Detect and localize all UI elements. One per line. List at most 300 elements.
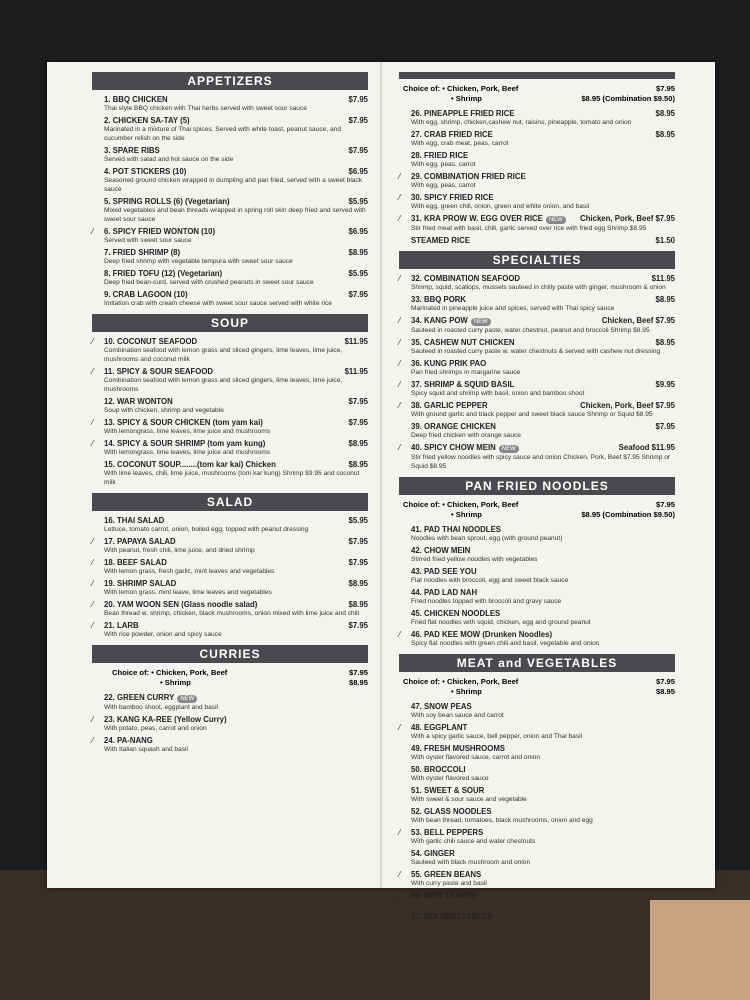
menu-item-description: Fried noodles topped with broccoli and gravy sauce — [411, 598, 562, 605]
menu-item-row — [411, 588, 675, 597]
menu-item-row — [104, 460, 368, 469]
menu-item-row — [411, 630, 675, 639]
menu-item-description: With oyster flavored sauce — [411, 775, 489, 782]
menu-item-title — [104, 516, 164, 525]
spicy-icon: ⁄ — [399, 316, 401, 325]
menu-item-title — [411, 443, 519, 453]
menu-item — [399, 380, 675, 398]
menu-item-row — [411, 870, 675, 879]
menu-item-price: $8.95 — [655, 295, 675, 304]
choice-price: $7.95 — [655, 500, 675, 509]
menu-item-title — [104, 460, 276, 469]
choice-sub: • Shrimp — [160, 678, 191, 687]
menu-item-name: 48. EGGPLANT — [411, 723, 468, 732]
menu-item-name: 46. PAD KEE MOW (Drunken Noodles) — [411, 630, 553, 639]
menu-item-name: 38. GARLIC PEPPER — [411, 401, 488, 410]
menu-item — [399, 891, 675, 909]
menu-item-name: 6. SPICY FRIED WONTON (10) — [104, 227, 216, 236]
menu-item-title — [104, 693, 197, 703]
menu-item-row — [411, 236, 675, 245]
menu-item-name: 20. YAM WOON SEN (Glass noodle salad) — [104, 600, 258, 609]
menu-item — [399, 525, 675, 543]
menu-item — [92, 558, 368, 576]
menu-item-description: With potato, peas, carrot and onion — [104, 725, 207, 732]
menu-item-row — [411, 828, 675, 837]
menu-item — [399, 236, 675, 245]
menu-item-name: 50. BROCCOLI — [411, 765, 466, 774]
menu-item-price: $7.95 — [655, 422, 675, 431]
menu-item-price: $7.95 — [348, 146, 368, 155]
menu-item — [399, 109, 675, 127]
menu-item — [399, 295, 675, 313]
menu-item-row — [411, 546, 675, 555]
soup-list — [92, 337, 368, 487]
menu-item — [399, 786, 675, 804]
rice-list — [399, 109, 675, 245]
menu-item-name: 17. PAPAYA SALAD — [104, 537, 176, 546]
menu-item-name: 26. PINEAPPLE FRIED RICE — [411, 109, 515, 118]
menu-item-name: 22. GREEN CURRY — [104, 693, 175, 702]
menu-item-title — [411, 546, 470, 555]
menu-item-title — [411, 214, 566, 224]
menu-item-description: Stirred fried yellow noodles with vegetables — [411, 556, 538, 563]
menu-item-name: 11. SPICY & SOUR SEAFOOD — [104, 367, 214, 376]
menu-item-price: $5.95 — [348, 269, 368, 278]
menu-item-title — [411, 609, 500, 618]
menu-item — [92, 736, 368, 754]
choice-price: $7.95 — [655, 84, 675, 93]
menu-item — [92, 367, 368, 394]
menu-item-title — [104, 269, 222, 278]
menu-item — [92, 516, 368, 534]
menu-item-row — [411, 401, 675, 410]
meat-list — [399, 702, 675, 930]
menu-item-description: Sauteed with black mushroom and onion — [411, 859, 531, 866]
menu-item — [399, 151, 675, 169]
menu-item — [92, 248, 368, 266]
menu-item-name: 16. THAI SALAD — [104, 516, 165, 525]
menu-item-title — [104, 227, 215, 236]
spicy-icon: ⁄ — [399, 172, 401, 181]
menu-item-price: $7.95 — [348, 621, 368, 630]
meat-choice — [403, 677, 675, 697]
menu-item — [399, 274, 675, 292]
menu-item-name: 40. SPICY CHOW MEIN — [411, 443, 496, 452]
menu-item-description: Spicy squid and shrimp with basil, onion and bamboo shoot — [411, 390, 585, 397]
menu-item-row — [411, 316, 675, 326]
menu-item-title — [411, 338, 515, 347]
section-header-noodles: PAN FRIED NOODLES — [399, 477, 675, 495]
menu-item — [399, 401, 675, 419]
menu-item-row — [411, 443, 675, 453]
appetizers-list — [92, 95, 368, 308]
menu-item-row — [104, 146, 368, 155]
menu-item-title — [104, 537, 176, 546]
menu-item-title — [104, 439, 265, 448]
menu-item-title — [104, 95, 168, 104]
spicy-icon: ⁄ — [92, 579, 94, 588]
menu-item-title — [411, 172, 526, 181]
menu-item — [399, 630, 675, 648]
menu-item-price: $8.95 — [655, 109, 675, 118]
spicy-icon: ⁄ — [399, 338, 401, 347]
menu-item-row — [104, 269, 368, 278]
menu-item-row — [411, 609, 675, 618]
menu-item-name: 27. CRAB FRIED RICE — [411, 130, 493, 139]
menu-item — [399, 130, 675, 148]
menu-item-title — [104, 367, 213, 376]
menu-item-row — [411, 702, 675, 711]
menu-item-description: Stir fried meat with basil, chili, garlic served over rice with fried egg Shrimp $8.95 — [411, 225, 647, 232]
menu-item-title — [411, 807, 492, 816]
menu-item-description: With sweet & sour sauce and vegetable — [411, 796, 527, 803]
menu-item-row — [104, 397, 368, 406]
menu-item-description: With egg, peas, carrot — [411, 161, 476, 168]
menu-item-description: With lime leaves, chili, lime juice, mushrooms (tom kar kung) Shrimp $9.95 and coconut milk — [104, 470, 360, 486]
rice-choice — [403, 84, 675, 104]
menu-item-title — [104, 418, 263, 427]
menu-item-row — [411, 744, 675, 753]
menu-item-name: 35. CASHEW NUT CHICKEN — [411, 338, 515, 347]
choice-sub: • Shrimp — [451, 94, 482, 103]
menu-item-price: $9.95 — [655, 380, 675, 389]
menu-item-row — [104, 439, 368, 448]
section-header-soup: SOUP — [92, 314, 368, 332]
menu-item-row — [411, 274, 675, 283]
menu-item-description: With ground garlic and black pepper and sweet black sauce Shrimp or Squid $8.95 — [411, 411, 653, 418]
menu-item-title — [104, 736, 153, 745]
menu-item-row — [104, 693, 368, 703]
menu-item-title — [411, 193, 494, 202]
menu-item-title — [411, 723, 467, 732]
spicy-icon: ⁄ — [399, 443, 401, 452]
menu-item — [92, 397, 368, 415]
menu-item-name: 53. BELL PEPPERS — [411, 828, 484, 837]
section-header-curries: CURRIES — [92, 645, 368, 663]
section-header-appetizers: APPETIZERS — [92, 72, 368, 90]
menu-item — [92, 600, 368, 618]
menu-item — [92, 290, 368, 308]
menu-item-title — [104, 167, 186, 176]
choice-label: Choice of: • Chicken, Pork, Beef — [403, 84, 519, 93]
menu-item-name: 19. SHRIMP SALAD — [104, 579, 177, 588]
menu-item-description: Mixed vegetables and bean threads wrapped in spring roll skin deep fried and served with sweet sour sauce — [104, 207, 366, 223]
left-column — [92, 72, 368, 757]
menu-item — [399, 316, 675, 335]
menu-item-title — [411, 786, 484, 795]
menu-item-name: 32. COMBINATION SEAFOOD — [411, 274, 521, 283]
menu-item-title — [411, 109, 515, 118]
menu-item-description: With egg, peas, carrot — [411, 182, 476, 189]
spicy-icon: ⁄ — [399, 274, 401, 283]
menu-item-row — [411, 786, 675, 795]
spicy-icon: ⁄ — [92, 537, 94, 546]
menu-item — [399, 828, 675, 846]
menu-item — [92, 579, 368, 597]
section-header-meat: MEAT and VEGETABLES — [399, 654, 675, 672]
menu-item-title — [411, 422, 496, 431]
noodles-choice — [403, 500, 675, 520]
spicy-icon: ⁄ — [399, 828, 401, 837]
menu-item-description: Pan fried shrimps in margarine sauce — [411, 369, 521, 376]
new-badge: NEW — [499, 445, 519, 453]
menu-item-title — [411, 702, 472, 711]
menu-item-row — [104, 197, 368, 206]
menu-item-title — [104, 397, 173, 406]
menu-item-price: $1.50 — [655, 236, 675, 245]
menu-item-price: $8.95 — [348, 248, 368, 257]
menu-item-name: 31. KRA PROW W. EGG OVER RICE — [411, 214, 543, 223]
curries-list — [92, 693, 368, 754]
menu-item-name: 2. CHICKEN SA-TAY (5) — [104, 116, 190, 125]
menu-item-name: 49. FRESH MUSHROOMS — [411, 744, 506, 753]
menu-item-row — [411, 765, 675, 774]
menu-item-title — [104, 290, 188, 299]
menu-item-row — [104, 227, 368, 236]
choice-sub: • Shrimp — [451, 687, 482, 696]
menu-item-price: Chicken, Pork, Beef $7.95 — [580, 214, 675, 223]
menu-item — [399, 723, 675, 741]
menu-item-name: 28. FRIED RICE — [411, 151, 469, 160]
fold-line — [380, 62, 382, 888]
menu-item-row — [411, 151, 675, 160]
menu-item-description: With curry paste and basil — [411, 880, 487, 887]
menu-item-price: $5.95 — [348, 197, 368, 206]
menu-item-title — [411, 744, 505, 753]
menu-item-price: $7.95 — [348, 290, 368, 299]
menu-item-description: Deep fried chicken with orange sauce — [411, 432, 521, 439]
menu-item-description: With peanut, fresh chili, lime juice, and dried shrimp — [104, 547, 255, 554]
menu-item-row — [104, 537, 368, 546]
menu-item-price: Chicken, Pork, Beef $7.95 — [580, 401, 675, 410]
menu-item — [92, 269, 368, 287]
menu-item-title — [411, 849, 455, 858]
menu-item-row — [104, 290, 368, 299]
menu-item-row — [411, 359, 675, 368]
menu-item-title — [411, 236, 470, 245]
spicy-icon: ⁄ — [92, 558, 94, 567]
menu-item-price: $7.95 — [348, 397, 368, 406]
menu-item-description: Served with sweet sour sauce — [104, 237, 192, 244]
menu-item-description: With lemongrass, lime leaves, lime juice and mushrooms — [104, 428, 271, 435]
spicy-icon: ⁄ — [399, 401, 401, 410]
menu-item-title — [411, 630, 552, 639]
menu-item-description: Stir fried mixed vegetables with oyster sauce — [411, 922, 542, 929]
menu-item-name: 54. GINGER — [411, 849, 455, 858]
new-badge: NEW — [546, 216, 566, 224]
menu-item — [399, 359, 675, 377]
menu-item — [399, 609, 675, 627]
menu-item-description: Fried flat noodles with squid, chicken, egg and ground peanut — [411, 619, 591, 626]
menu-item-name: 24. PA-NANG — [104, 736, 153, 745]
menu-item-price: $8.95 — [655, 338, 675, 347]
spicy-icon: ⁄ — [399, 359, 401, 368]
menu-item — [399, 807, 675, 825]
menu-item-price: $8.95 — [348, 460, 368, 469]
menu-item-row — [411, 172, 675, 181]
menu-item-description: With oyster flavored sauce, carrot and onion — [411, 754, 541, 761]
menu-item-description: Deep fried bean-curd, served with crushed peanuts in sweet sour sauce — [104, 279, 314, 286]
menu-item — [399, 214, 675, 233]
choice-price: $8.95 (Combination $9.50) — [581, 94, 675, 103]
menu-item-name: 51. SWEET & SOUR — [411, 786, 485, 795]
menu-item-row — [411, 525, 675, 534]
menu-item-row — [411, 295, 675, 304]
menu-item-description: Combination seafood with lemon grass and sliced gingers, lime leaves, lime juice, mushrooms and coconut milk — [104, 347, 343, 363]
menu-item-description: Seasoned ground chicken wrapped in dumpling and pan fried, served with a sweet black sauce — [104, 177, 363, 193]
menu-item-row — [411, 214, 675, 224]
spicy-icon: ⁄ — [92, 600, 94, 609]
spicy-icon: ⁄ — [92, 418, 94, 427]
menu-item-row — [411, 193, 675, 202]
curries-choice — [112, 668, 368, 688]
menu-item-name: 34. KANG POW — [411, 316, 468, 325]
menu-item-title — [104, 116, 190, 125]
choice-sub: • Shrimp — [451, 510, 482, 519]
menu-item-row — [411, 912, 675, 921]
spicy-icon: ⁄ — [399, 193, 401, 202]
menu-item-name: 1. BBQ CHICKEN — [104, 95, 168, 104]
menu-item — [399, 912, 675, 930]
menu-item-description: Flat noodles with broccoli, egg and sweet black sauce — [411, 577, 569, 584]
menu-item-row — [104, 367, 368, 376]
menu-item-description: Sauteed in roasted curry paste w. water chestnuts & served with cashew nut dressing — [411, 348, 661, 355]
menu-item-description: With bean thread, tomatoes, black mushrooms, onion and egg — [411, 817, 593, 824]
menu-item-name: 41. PAD THAI NOODLES — [411, 525, 501, 534]
menu-item-description: With rice powder, onion and spicy sauce — [104, 631, 222, 638]
menu-item-name: 30. SPICY FRIED RICE — [411, 193, 494, 202]
menu-item-description: Sauteed in roasted curry paste, water chestnut, peanut and broccoli Shrimp $8.95 — [411, 327, 650, 334]
spicy-icon: ⁄ — [399, 891, 401, 900]
menu-item-row — [411, 723, 675, 732]
menu-item — [399, 744, 675, 762]
menu-item-name: 57. MIX VEGETABLES — [411, 912, 493, 921]
menu-item-name: 39. ORANGE CHICKEN — [411, 422, 496, 431]
spicy-icon: ⁄ — [92, 227, 94, 236]
menu-item-name: 55. GREEN BEANS — [411, 870, 482, 879]
menu-item-description: Imitation crab with cream cheese with sweet sour sauce served with white rice — [104, 300, 332, 307]
menu-item-description: Noodles with bean sprout, egg (with ground peanut) — [411, 535, 563, 542]
menu-item-description: Marinated in pineapple juice and spices, served with Thai spicy sauce — [411, 305, 615, 312]
menu-item-title — [104, 197, 230, 206]
menu-item-name: 3. SPARE RIBS — [104, 146, 160, 155]
menu-item — [92, 621, 368, 639]
menu-item-row — [104, 95, 368, 104]
menu-item — [92, 95, 368, 113]
menu-item-price: $8.95 — [655, 130, 675, 139]
specialties-list — [399, 274, 675, 471]
menu-item-title — [411, 912, 492, 921]
menu-item-name: 33. BBQ PORK — [411, 295, 467, 304]
spicy-icon: ⁄ — [399, 380, 401, 389]
section-header-specialties: SPECIALTIES — [399, 251, 675, 269]
menu-item — [399, 443, 675, 471]
menu-item-description: Lettuce, tomato carrot, onion, boiled egg, topped with peanut dressing — [104, 526, 309, 533]
menu-item-name: 36. KUNG PRIK PAO — [411, 359, 487, 368]
menu-item-row — [411, 849, 675, 858]
menu-item — [399, 765, 675, 783]
menu-item-price: $6.95 — [348, 167, 368, 176]
menu-item-name: 37. SHRIMP & SQUID BASIL — [411, 380, 515, 389]
menu-item-description: With basil, spicy sauce and green white onion and bamboo shoot — [411, 901, 601, 908]
menu-item — [92, 439, 368, 457]
menu-item-description: With egg, green chili, onion, green and white onion, and basil — [411, 203, 590, 210]
menu-item-price: $7.95 — [348, 418, 368, 427]
section-header-rice — [399, 72, 675, 79]
menu-item — [92, 715, 368, 733]
menu-item-price: $8.95 — [348, 439, 368, 448]
menu-item-name: 42. CHOW MEIN — [411, 546, 471, 555]
menu-item-row — [411, 422, 675, 431]
menu-item-description: Stir fried yellow noodles with spicy sauce and onion Chicken, Pork, Beef $7.95 Shrimp or Squid $8.95 — [411, 454, 671, 470]
menu-item-description: Thai style BBQ chicken with Thai herbs served with sweet sour sauce — [104, 105, 307, 112]
menu-item-title — [411, 870, 481, 879]
menu-item-description: With egg, shrimp, chicken,cashew nut, raisins, pineapple, tomato and onion — [411, 119, 632, 126]
menu-item-title — [104, 558, 167, 567]
menu-item-title — [411, 274, 520, 283]
menu-item-row — [104, 167, 368, 176]
menu-item-name: 23. KANG KA-REE (Yellow Curry) — [104, 715, 227, 724]
menu-item-title — [411, 828, 483, 837]
menu-item — [92, 537, 368, 555]
spicy-icon: ⁄ — [399, 630, 401, 639]
menu-item-name: 8. FRIED TOFU (12) (Vegetarian) — [104, 269, 223, 278]
menu-item — [92, 460, 368, 487]
spicy-icon: ⁄ — [92, 439, 94, 448]
menu-item-title — [411, 295, 466, 304]
menu-item-description: Soup with chicken, shrimp and vegetable — [104, 407, 224, 414]
menu-item-title — [411, 316, 491, 326]
menu-item-title — [104, 621, 139, 630]
spicy-icon: ⁄ — [399, 723, 401, 732]
menu-item-row — [411, 807, 675, 816]
menu-item-description: With lemongrass, lime leaves, lime juice and mushrooms — [104, 449, 271, 456]
menu-item-title — [411, 765, 466, 774]
menu-item-description: With Italian squash and basil — [104, 746, 188, 753]
menu-item — [399, 849, 675, 867]
menu-item-name: 12. WAR WONTON — [104, 397, 173, 406]
menu-item — [92, 167, 368, 194]
menu-item-row — [411, 109, 675, 118]
menu-item-row — [104, 715, 368, 724]
menu-item-row — [411, 891, 675, 900]
menu-item-name: 56. MINT LEAVES — [411, 891, 476, 900]
choice-price: $8.95 — [655, 687, 675, 696]
menu-item-row — [104, 516, 368, 525]
spicy-icon: ⁄ — [399, 870, 401, 879]
menu-item-name: 18. BEEF SALAD — [104, 558, 167, 567]
menu-item-description: With soy bean sauce and carrot — [411, 712, 504, 719]
menu-item — [399, 870, 675, 888]
menu-item-row — [104, 621, 368, 630]
choice-price: $8.95 (Combination $9.50) — [581, 510, 675, 519]
menu-item-title — [411, 588, 477, 597]
menu-item-price: $8.95 — [348, 579, 368, 588]
menu-item-row — [411, 338, 675, 347]
menu-item-description: Marinated in a mixture of Thai spices. Served with white toast, peanut sauce, and cucumber relish on the side — [104, 126, 342, 142]
spicy-icon: ⁄ — [92, 367, 94, 376]
menu-item-description: Bean thread w. shrimp, chicken, black mushrooms, onion mixed with lime juice and chili — [104, 610, 360, 617]
menu-item-title — [411, 380, 514, 389]
choice-label: Choice of: • Chicken, Pork, Beef — [403, 677, 519, 686]
spicy-icon: ⁄ — [92, 337, 94, 346]
menu-item — [92, 116, 368, 143]
menu-item — [92, 227, 368, 245]
menu-item-title — [411, 401, 488, 410]
menu-item-description: Spicy flat noodles with green chili and basil, vegetable and onion — [411, 640, 600, 647]
choice-price: $8.95 — [348, 678, 368, 687]
menu-item-description: Shrimp, squid, scallops, mussels sauteed in chilly paste with ginger, mushroom & onion — [411, 284, 666, 291]
